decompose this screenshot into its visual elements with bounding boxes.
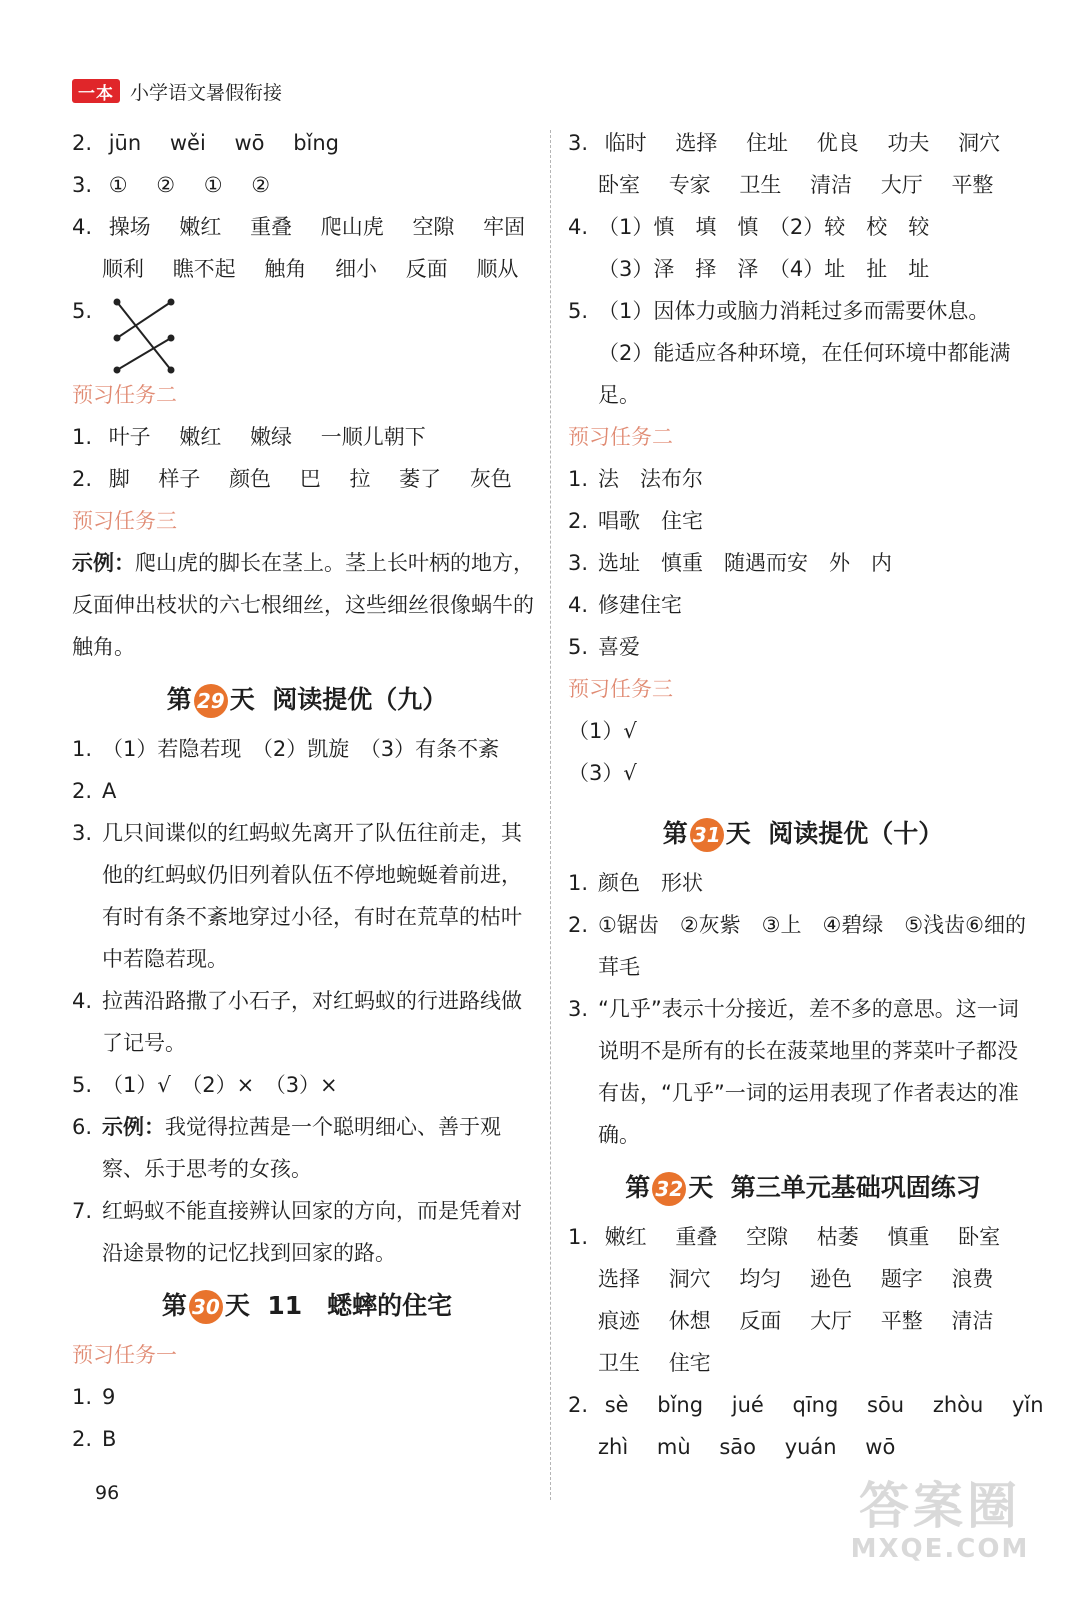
- answer-text: “几乎”表示十分接近，差不多的意思。这一词说明不是所有的长在菠菜地里的荠菜叶子都没有齿，“几乎”一词的运用表现了作者表达的准确。: [598, 997, 1019, 1147]
- answer-text: （1）因体力或脑力消耗过多而需要休息。: [598, 299, 990, 323]
- item-number: 1.: [72, 1385, 93, 1409]
- word: 卫生: [739, 173, 782, 197]
- item-number: 2.: [72, 131, 93, 155]
- column-divider: [550, 130, 551, 1500]
- answer-line: [72, 1376, 542, 1418]
- word: 空隙: [412, 215, 455, 239]
- item-number: 4.: [568, 215, 589, 239]
- day-heading: [72, 680, 542, 720]
- day-suffix: 天: [688, 1173, 714, 1202]
- answer-line: [72, 1064, 542, 1106]
- word: 住址: [746, 131, 789, 155]
- item-number: 1.: [568, 1225, 589, 1249]
- word: 牢固: [483, 215, 526, 239]
- word: 洞穴: [958, 131, 1001, 155]
- word: 专家: [668, 173, 711, 197]
- answer-text: 喜爱: [598, 635, 640, 659]
- day-number-badge: 29: [194, 684, 228, 718]
- section-label: 预习任务二: [72, 383, 177, 407]
- word: 选择: [675, 131, 718, 155]
- answer-text: （1）慎 填 慎 （2）较 校 较: [598, 215, 930, 239]
- word: 脚: [108, 467, 130, 491]
- word: 触角: [264, 257, 307, 281]
- word: 选择: [598, 1267, 640, 1291]
- item-number: 3.: [72, 173, 93, 197]
- item-number: 5.: [72, 1073, 93, 1097]
- item-number: 4.: [72, 989, 93, 1013]
- word: 均匀: [739, 1267, 782, 1291]
- choice: ①: [108, 173, 128, 197]
- answer-line: （1）√: [568, 719, 637, 743]
- day-prefix: 第: [166, 685, 192, 714]
- answer-text: ①锯齿 ②灰紫 ③上 ④碧绿 ⑤浅齿⑥细的茸毛: [598, 913, 1026, 979]
- answer-text: 法 法布尔: [598, 467, 703, 491]
- watermark-text: 答案圈: [859, 1477, 1021, 1535]
- example-answer: [72, 542, 542, 668]
- answer-2-pinyin-row2: [568, 1426, 1038, 1468]
- item-number: 1.: [568, 871, 589, 895]
- word: 浪费: [951, 1267, 994, 1291]
- word: 空隙: [746, 1225, 789, 1249]
- answer-text: A: [102, 779, 117, 803]
- answer-line: [72, 1106, 542, 1190]
- answer-text: 9: [102, 1385, 116, 1409]
- day-heading: [568, 814, 1038, 854]
- answer-line: [568, 584, 1038, 626]
- pinyin: jūn: [108, 131, 142, 155]
- item-number: 7.: [72, 1199, 93, 1223]
- item-number: 5.: [568, 635, 589, 659]
- series-title: 小学语文暑假衔接: [130, 81, 283, 104]
- watermark-url: MXQE.COM: [850, 1534, 1030, 1564]
- answer-line: [72, 1190, 542, 1274]
- day-title: 阅读提优（十）: [768, 819, 944, 848]
- pinyin: wō: [865, 1435, 896, 1459]
- word: 枯萎: [816, 1225, 859, 1249]
- pinyin: yuán: [784, 1435, 837, 1459]
- day-suffix: 天: [229, 685, 255, 714]
- word: 反面: [739, 1309, 782, 1333]
- pinyin: bǐng: [293, 131, 339, 155]
- left-column: [72, 122, 542, 1460]
- answer-line: [568, 904, 1038, 988]
- answer-line: [72, 728, 542, 770]
- word: 操场: [108, 215, 151, 239]
- word: 洞穴: [668, 1267, 711, 1291]
- answer-3-choices: [72, 164, 542, 206]
- word: 痕迹: [598, 1309, 640, 1333]
- answer-line: [568, 458, 1038, 500]
- word: 临时: [604, 131, 647, 155]
- pinyin: yǐn: [1012, 1393, 1044, 1417]
- word: 平整: [951, 173, 994, 197]
- answer-4-row1: [72, 206, 542, 248]
- word: 样子: [158, 467, 201, 491]
- answer-line: [568, 862, 1038, 904]
- answer-1-row1: [568, 1216, 1038, 1258]
- pinyin: sāo: [719, 1435, 756, 1459]
- answer-3-row2: [568, 164, 1038, 206]
- word: 反面: [405, 257, 448, 281]
- answer-text: 红蚂蚁不能直接辨认回家的方向，而是凭着对沿途景物的记忆找到回家的路。: [102, 1199, 522, 1265]
- word: 拉: [349, 467, 371, 491]
- item-number: 3.: [568, 131, 589, 155]
- item-number: 1.: [72, 737, 93, 761]
- item-number: 2.: [568, 913, 589, 937]
- word: 灰色: [469, 467, 512, 491]
- answer-line: [568, 206, 1038, 248]
- item-number: 5.: [72, 299, 93, 323]
- day-title: 第三单元基础巩固练习: [730, 1173, 981, 1202]
- word: 慎重: [887, 1225, 930, 1249]
- answer-line: [72, 770, 542, 812]
- word: 巴: [299, 467, 321, 491]
- answer-line: [568, 248, 1038, 290]
- answer-line: （3）√: [568, 761, 637, 785]
- item-number: 4.: [568, 593, 589, 617]
- pinyin: mù: [656, 1435, 691, 1459]
- day-prefix: 第: [161, 1291, 187, 1320]
- answer-line: [568, 542, 1038, 584]
- pinyin: qīng: [792, 1393, 839, 1417]
- answer-1-row3: [568, 1300, 1038, 1342]
- answer-4-row2: [72, 248, 542, 290]
- matching-lines-diagram: [109, 296, 179, 390]
- day-suffix: 天: [224, 1291, 250, 1320]
- answer-line: [72, 458, 542, 500]
- word: 卧室: [598, 173, 640, 197]
- answer-text: （3）泽 择 泽 （4）址 扯 址: [598, 257, 930, 281]
- day-suffix: 天: [725, 819, 751, 848]
- word: 大厅: [810, 1309, 853, 1333]
- pinyin: jué: [731, 1393, 764, 1417]
- answer-text: （2）能适应各种环境，在任何环境中都能满足。: [598, 341, 1011, 407]
- day-number-badge: 30: [189, 1290, 223, 1324]
- example-label: 示例：: [102, 1115, 165, 1139]
- word: 功夫: [887, 131, 930, 155]
- page-header: [72, 76, 282, 106]
- answer-line: [72, 812, 542, 980]
- choice: ②: [251, 173, 271, 197]
- brand-logo: 一本: [72, 79, 120, 103]
- answer-text: 修建住宅: [598, 593, 682, 617]
- item-number: 1.: [72, 425, 93, 449]
- word: 优良: [816, 131, 859, 155]
- day-prefix: 第: [625, 1173, 651, 1202]
- section-label: 预习任务三: [72, 509, 177, 533]
- section-label: 预习任务二: [568, 425, 673, 449]
- word: 萎了: [399, 467, 442, 491]
- word: 顺利: [102, 257, 144, 281]
- word: 清洁: [810, 173, 853, 197]
- answer-text: 唱歌 住宅: [598, 509, 703, 533]
- answer-2-pinyin: [72, 122, 542, 164]
- answer-1-row4: [568, 1342, 1038, 1384]
- answer-text: 选址 慎重 随遇而安 外 内: [598, 551, 892, 575]
- day-prefix: 第: [662, 819, 688, 848]
- answer-line: [568, 332, 1038, 416]
- pinyin: sè: [604, 1393, 629, 1417]
- answer-line: [568, 500, 1038, 542]
- item-number: 3.: [72, 821, 93, 845]
- day-heading: [72, 1286, 542, 1326]
- word: 细小: [335, 257, 378, 281]
- word: 嫩红: [179, 425, 222, 449]
- choice: ②: [156, 173, 176, 197]
- item-number: 3.: [568, 997, 589, 1021]
- answer-line: [568, 290, 1038, 332]
- day-heading: [568, 1168, 1038, 1208]
- answer-text: （1）√ （2）× （3）×: [102, 1073, 338, 1097]
- answer-text: （1）若隐若现 （2）凯旋 （3）有条不紊: [102, 737, 500, 761]
- day-number-badge: 32: [652, 1172, 686, 1206]
- word: 休想: [668, 1309, 711, 1333]
- word: 住宅: [668, 1351, 711, 1375]
- word: 嫩红: [179, 215, 222, 239]
- word: 顺从: [476, 257, 519, 281]
- word: 卧室: [958, 1225, 1001, 1249]
- section-label: 预习任务一: [72, 1343, 177, 1367]
- example-label: 示例：: [72, 551, 135, 575]
- choice: ①: [203, 173, 223, 197]
- word: 叶子: [108, 425, 151, 449]
- answer-text: 我觉得拉茜是一个聪明细心、善于观察、乐于思考的女孩。: [102, 1115, 501, 1181]
- word: 卫生: [598, 1351, 640, 1375]
- example-text: 爬山虎的脚长在茎上。茎上长叶柄的地方，反面伸出枝状的六七根细丝，这些细丝很像蜗牛的触角。: [72, 551, 534, 659]
- right-column: [568, 122, 1044, 1468]
- answer-5-matching: [72, 290, 542, 374]
- word: 嫩红: [604, 1225, 647, 1249]
- word: 重叠: [250, 215, 293, 239]
- word: 嫩绿: [250, 425, 293, 449]
- pinyin: wěi: [169, 131, 206, 155]
- word: 逊色: [810, 1267, 853, 1291]
- item-number: 2.: [568, 509, 589, 533]
- section-label: 预习任务三: [568, 677, 673, 701]
- pinyin: bǐng: [657, 1393, 704, 1417]
- item-number: 2.: [568, 1393, 589, 1417]
- answer-line: [72, 980, 542, 1064]
- answer-3-row1: [568, 122, 1038, 164]
- answer-line: [72, 1418, 542, 1460]
- item-number: 2.: [72, 467, 93, 491]
- item-number: 3.: [568, 551, 589, 575]
- day-title: 阅读提优（九）: [272, 685, 448, 714]
- answer-text: 几只间谍似的红蚂蚁先离开了队伍往前走，其他的红蚂蚁仍旧列着队伍不停地蜿蜒着前进，有时有条不紊地穿过小径，有时在荒草的枯叶中若隐若现。: [102, 821, 522, 971]
- item-number: 4.: [72, 215, 93, 239]
- word: 大厅: [880, 173, 923, 197]
- pinyin: zhòu: [932, 1393, 984, 1417]
- answer-line: [568, 988, 1038, 1156]
- word: 颜色: [229, 467, 272, 491]
- word: 瞧不起: [172, 257, 236, 281]
- pinyin: zhì: [598, 1435, 629, 1459]
- item-number: 2.: [72, 779, 93, 803]
- pinyin: wō: [234, 131, 265, 155]
- page-number: 96: [95, 1482, 120, 1504]
- answer-text: 拉茜沿路撒了小石子，对红蚂蚁的行进路线做了记号。: [102, 989, 522, 1055]
- word: 平整: [880, 1309, 923, 1333]
- answer-line: [72, 416, 542, 458]
- item-number: 2.: [72, 1427, 93, 1451]
- item-number: 5.: [568, 299, 589, 323]
- answer-line: [568, 626, 1038, 668]
- word: 题字: [880, 1267, 923, 1291]
- word: 爬山虎: [320, 215, 384, 239]
- day-title: 11 蟋蟀的住宅: [267, 1291, 453, 1320]
- item-number: 6.: [72, 1115, 93, 1139]
- word: 清洁: [951, 1309, 994, 1333]
- word: 一顺儿朝下: [320, 425, 426, 449]
- day-number-badge: 31: [690, 818, 724, 852]
- answer-1-row2: [568, 1258, 1038, 1300]
- word: 重叠: [675, 1225, 718, 1249]
- answer-text: 颜色 形状: [598, 871, 703, 895]
- watermark: [830, 1478, 1050, 1588]
- pinyin: sōu: [867, 1393, 905, 1417]
- answer-text: B: [102, 1427, 117, 1451]
- item-number: 1.: [568, 467, 589, 491]
- answer-2-pinyin-row1: [568, 1384, 1044, 1426]
